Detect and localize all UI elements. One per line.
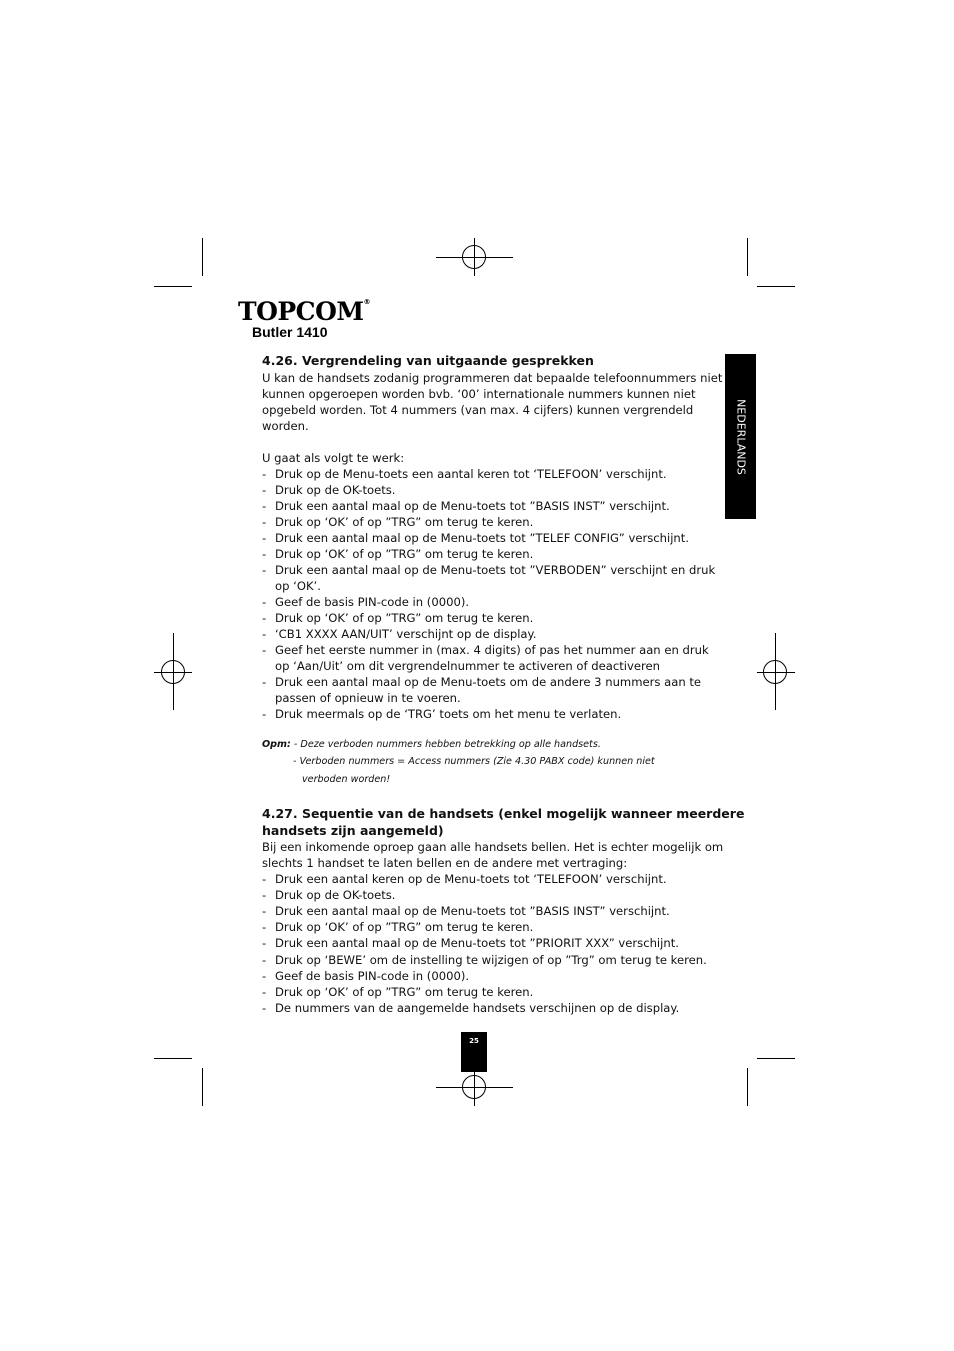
paragraph-line: Bij een inkomende oproep gaan alle handsets bellen. Het is echter mogelijk om — [262, 840, 724, 854]
page-number: 25 — [469, 1037, 479, 1045]
language-tab — [725, 354, 756, 519]
crop-mark — [154, 1058, 192, 1059]
note-line: verboden worden! — [302, 774, 391, 785]
page-number-box — [461, 1032, 487, 1072]
section-heading: 4.27. Sequentie van de handsets (enkel mogelijk wanneer meerdere — [262, 806, 745, 821]
model-name: Butler 1410 — [252, 324, 328, 340]
paragraph-line: kunnen opgeroepen worden bvb. ‘00’ internationale nummers kunnen niet — [262, 387, 696, 401]
note-line: - Verboden nummers = Access nummers (Zie 4.30 PABX code) kunnen niet — [293, 756, 655, 767]
paragraph-line: slechts 1 handset te laten bellen en de andere met vertraging: — [262, 856, 628, 870]
paragraph-line: U gaat als volgt te werk: — [262, 451, 405, 465]
crop-mark — [757, 1058, 795, 1059]
section-heading: 4.26. Vergrendeling van uitgaande gesprekken — [262, 353, 594, 368]
crop-mark — [757, 286, 795, 287]
crop-mark — [202, 1068, 203, 1106]
paragraph-line: opgebeld worden. Tot 4 nummers (van max. 4 cijfers) kunnen vergrendeld — [262, 403, 694, 417]
section-heading: handsets zijn aangemeld) — [262, 823, 444, 838]
note: Opm: - Deze verboden nummers hebben betrekking op alle handsets. — [262, 739, 601, 750]
topcom-logo: TOPCOM® — [238, 297, 371, 326]
language-tab-label: NEDERLANDS — [734, 398, 747, 475]
note-label: Opm: — [262, 739, 291, 750]
crop-mark — [747, 238, 748, 276]
paragraph-line: worden. — [262, 419, 309, 433]
paragraph-line: U kan de handsets zodanig programmeren dat bepaalde telefoonnummers niet — [262, 371, 723, 385]
crop-mark — [202, 238, 203, 276]
crop-mark — [154, 286, 192, 287]
crop-mark — [747, 1068, 748, 1106]
